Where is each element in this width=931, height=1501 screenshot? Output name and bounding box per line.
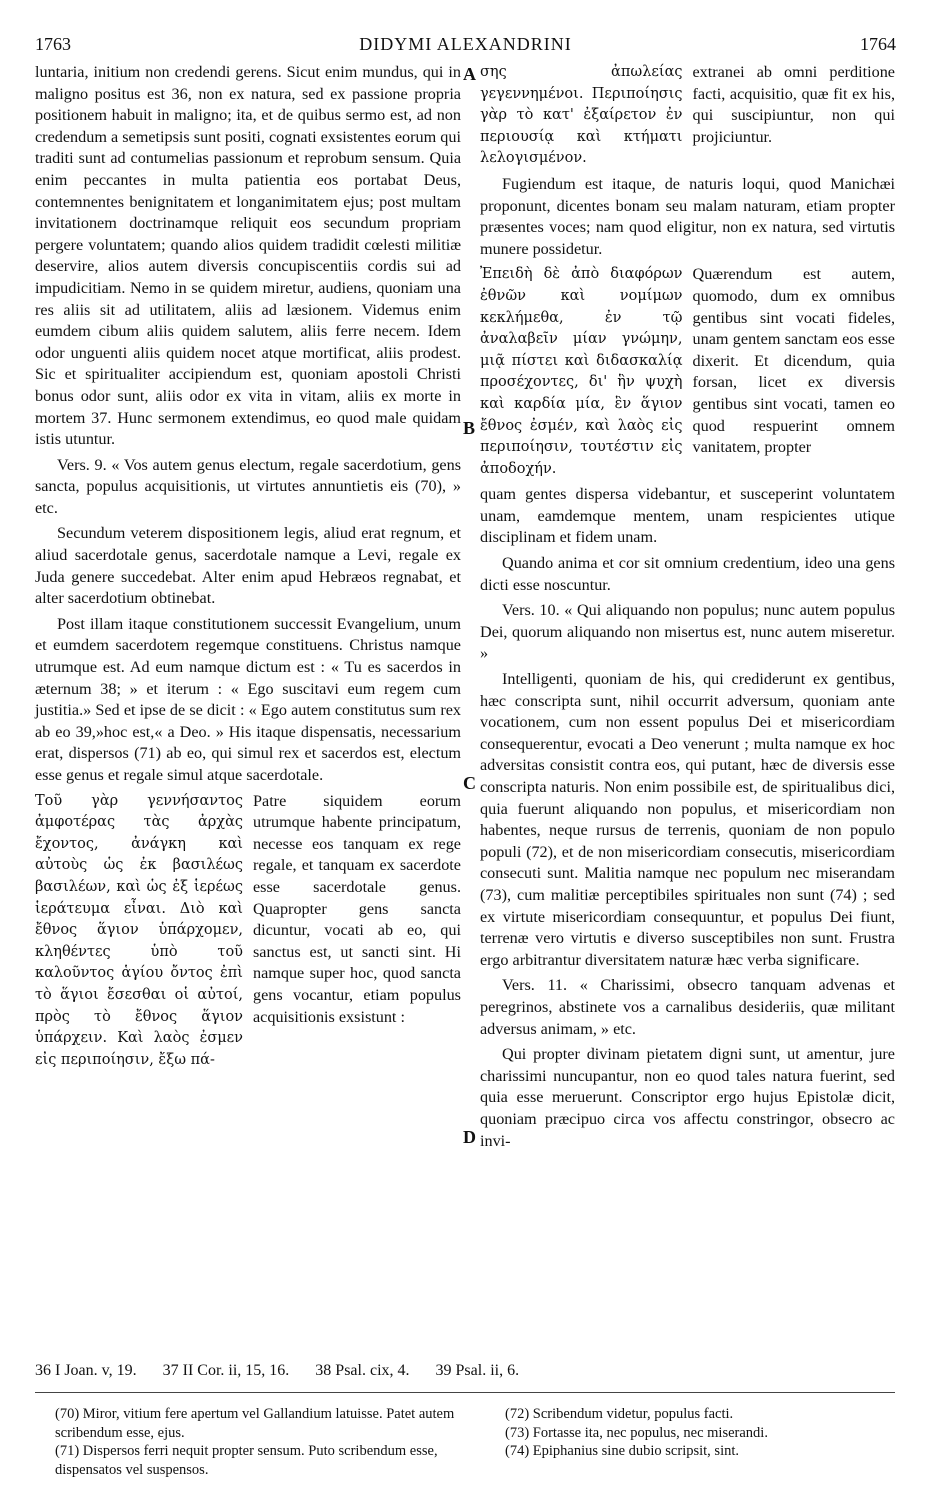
left-column — [35, 62, 461, 1075]
right-paragraph-3: Quando anima et cor sit omnium credentium, ideo una gens dicti esse noscuntur. — [480, 554, 895, 594]
scripture-ref: 38 Psal. cix, 4. — [315, 1362, 410, 1379]
greek-text-top: σης ἀπωλείας γεγεννημένοι. Περιποίησις γὰρ τὸ κατ' ἐξαίρετον ἐν περιουσίᾳ καὶ κτήματι λελογισμένον. — [480, 64, 683, 167]
footnotes-right — [505, 1405, 895, 1461]
scripture-ref: 37 II Cor. ii, 15, 16. — [162, 1362, 290, 1379]
running-title: DIDYMI ALEXANDRINI — [359, 34, 572, 54]
footnote-71: (71) Dispersos ferri nequit propter sensum. Puto scribendum esse, dispensatos vel suspensos. — [55, 1443, 438, 1478]
right-column — [480, 62, 895, 1156]
left-paragraph-1: luntaria, initium non credendi gerens. Sicut enim mundus, qui in maligno positus est 36, non ex natura, sed ex passione propria positionem habuit in maligno; ita, et de quibus sermo est, ad non credendum a semetipsis sunt positi, cognati exsistentes eorum qui traditi sunt ad contumelias passionum et reprobum sensum. Quia enim peccantes in multa patientia eos portabat Deus, contemnentes benignitatem et longanimitatem ejus; post multam invitationem doctrinamque reliquit eos secundum propriam pergere voluntatem; quando alios quidem tradidit cœlesti militiæ deservire, alios autem diversis concupiscentiis cordis sui ad impudicitiam. Nemo in se quidem miretur, audiens, quoniam una res aliis sit ad utilitatem, aliis ad læsionem. Videmus enim eumdem cibum aliis quidem salutem, aliis ferre necem. Idem odor unguenti aliis quidem nocet atque mortificat, aliis prodest. Sic et spiritualiter accipiendum est, quoniam apostoli Christi bonus odor sunt, aliis odor ex vita in vitam, aliis ex morte in mortem 37. Hunc sermonem extendimus, eo quod male quidam istis utuntur. — [35, 63, 461, 449]
verse-11-heading: Vers. 11. « Charissimi, obsecro tanquam advenas et peregrinos, abstinete vos a carnalibus desideriis, quæ militant adversus animam, » etc. — [480, 976, 895, 1038]
running-header — [35, 34, 896, 58]
left-paragraph-4: Post illam itaque constitutionem successit Evangelium, unum et eumdem sacerdotem regemque constituens. Christus namque utrumque est. Ad eum namque dictum est : « Tu es sacerdos in æternum 38; » et iterum : « Ego suscitavi eum regem cum justitia.» Sed et ipse de se dicit : « Ego autem constitutus sum rex ab eo 39,»hoc est,« a Deo. » His itaque dispensatis, necessarium erat, dispersos (71) ab eo, qui simul rex et sacerdos est, electum esse genus et regale simul atque sacerdotale. — [35, 614, 461, 784]
latin-translation-top: extranei ab omni perditione facti, acquisitio, quæ fit ex his, qui suscipiuntur, non qui projiciuntur. — [692, 63, 895, 146]
footnotes-left — [55, 1405, 475, 1479]
footnote-73: (73) Fortasse ita, nec populus, nec miserandi. — [505, 1424, 768, 1441]
footnote-74: (74) Epiphanius sine dubio scripsit, sint. — [505, 1443, 739, 1459]
margin-mark-a: A — [463, 64, 476, 84]
footnote-divider — [35, 1392, 895, 1393]
right-paragraph-5: Intelligenti, quoniam de his, qui crediderunt ex gentibus, hæc conscripta sunt, nihil occurrit adversum, quoniam ante vocationem, cum non essent populus Dei et misericordiam consequerentur, evocati a Deo venerunt ; multa namque ex hoc adversitas consistit contra eos, qui putant, hæc de diversis esse conscripta naturis. Non enim possibile est, de spiritualibus dici, quia fuerunt aliquando non populus, et misericordiam non habentes, neque rursus de terrenis, quoniam de non populo populi (72), et de non misericordiam consecutis, misericordiam consecuti sunt. Malitia namque nec populum nec miserandam (73), cum malitiæ perceptibiles spirituales non sunt (74) ; sed ex virtute misericordiam consequuntur, et populus Dei fiunt, terrenæ vero virtutis e diverso susceptibiles non sunt. Frustra ergo arbitrantur diversitatem naturæ hæc verba significare. — [480, 670, 895, 969]
verse-9-heading: Vers. 9. « Vos autem genus electum, regale sacerdotium, gens sancta, populus acquisitionis, ut virtutes annuntietis eis (70), » etc. — [35, 455, 461, 517]
greek-text: Τοῦ γὰρ γεννήσαντος ἀμφοτέρας τὰς ἀρχὰς ἔχοντος, ἀνάγκη καὶ αὐτοὺς ὡς ἐκ βασιλέως βασιλέων, καὶ ὡς ἐξ ἱερέως ἱεράτευμα εἶναι. Διὸ καὶ ἔθνος ἅγιον ὑπάρχομεν, κληθέντες ὑπὸ τοῦ καλοῦντος ἁγίου ὄντος ἐπὶ τὸ ἅγιοι ἔσεσθαι οἱ αὐτοί, πρὸς τὸ ἔθνος ἅγιον ὑπάρχειν. Καὶ λαὸς ἐσμεν εἰς περιποίησιν, ἔξω πά- — [35, 792, 243, 1068]
scripture-ref: 39 Psal. ii, 6. — [435, 1362, 520, 1379]
page-number-right: 1764 — [860, 34, 896, 54]
parallel-text-mid — [480, 264, 895, 480]
margin-mark-b: B — [463, 418, 476, 438]
scripture-references — [35, 1362, 895, 1380]
latin-translation-mid: Quærendum est autem, quomodo, dum ex omnibus gentibus sint vocati fideles, unam gentem sanctam eos esse dixerit. Et dicendum, quia forsan, licet ex diversis gentibus sint vocati, tamen eo quod respuerint omnem vanitatem, propter — [692, 265, 895, 457]
page-number-left: 1763 — [35, 34, 71, 54]
footnote-72: (72) Scribendum videtur, populus facti. — [505, 1406, 734, 1422]
left-paragraph-3: Secundum veterem dispositionem legis, aliud erat regnum, et aliud sacerdotale genus, sacerdotale namque a Levi, regale ex Juda genere succedebat. Alter enim apud Hebræos regnabat, et alter sacerdotium obtinebat. — [35, 524, 461, 608]
right-paragraph-7: Qui propter divinam pietatem digni sunt, ut amentur, jure charissimi nuncupantur, non eo quod tales natura fuerint, sed quia esse meruerunt. Conscriptor ergo hujus Epistolæ dicit, quoniam præcipuo circa vos affectu constringor, obsecro ac invi- — [480, 1045, 895, 1150]
parallel-text-top — [480, 62, 895, 170]
verse-10-heading: Vers. 10. « Qui aliquando non populus; nunc autem populus Dei, quorum aliquando non misertus est, nunc autem miseretur. » — [480, 601, 895, 663]
margin-mark-d: D — [463, 1127, 476, 1147]
scripture-ref: 36 I Joan. v, 19. — [35, 1362, 137, 1379]
greek-text-mid: Ἐπειδὴ δὲ ἀπὸ διαφόρων ἐθνῶν καὶ νομίμων κεκλήμεθα, ἐν τῷ ἀναλαβεῖν μίαν γνώμην, μιᾷ πίστει καὶ διδασκαλίᾳ προσέχοντες, δι' ἣν ψυχὴ καὶ καρδία μία, ἓν ἅγιον ἔθνος ἐσμέν, καὶ λαὸς εἰς περιποίησιν, τουτέστιν εἰς ἀποδοχήν. — [480, 266, 683, 477]
parallel-text-block — [35, 791, 461, 1072]
right-paragraph-2: quam gentes dispersa videbantur, et susceperint voluntatem unam, eamdemque mentem, unam respicientes utique disciplinam et fidem unam. — [480, 485, 895, 547]
latin-translation: Patre siquidem eorum utrumque habente principatum, necesse eos tanquam ex rege regale, et tanquam ex sacerdote esse sacerdotale genus. Quapropter gens sancta dicuntur, vocati ab eo, qui sanctus est, ut sancti sint. Hi namque super hoc, quod sancta gens vocantur, etiam populus acquisitionis exsistunt : — [253, 791, 461, 1026]
margin-mark-c: C — [463, 773, 476, 793]
footnote-70: (70) Miror, vitium fere apertum vel Gallandium latuisse. Patet autem scribendum esse, ejus. — [55, 1406, 455, 1441]
right-paragraph-1: Fugiendum est itaque, de naturis loqui, quod Manichæi proponunt, dicentes bonam seu malam naturam, etiam propter præsentes voces; nam quod eligitur, non ex natura, sed virtutis munere possidetur. — [480, 174, 895, 258]
